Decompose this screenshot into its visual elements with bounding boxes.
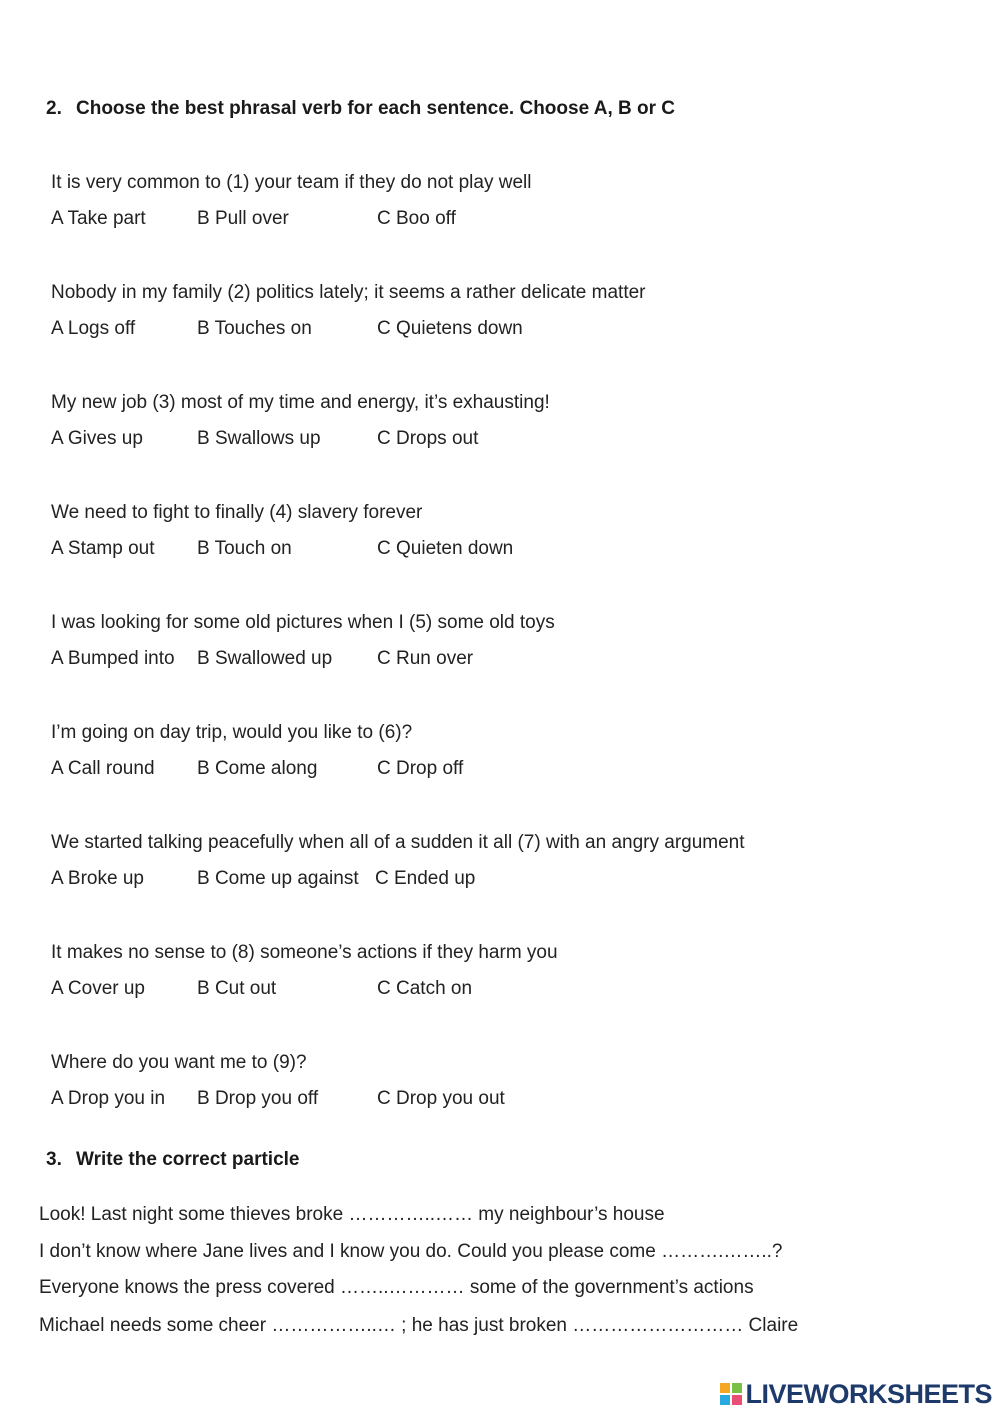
question-3	[51, 391, 951, 451]
question-options	[51, 537, 951, 561]
option-c[interactable]: C Quieten down	[377, 538, 514, 559]
question-sentence: I was looking for some old pictures when I (5) some old toys	[51, 612, 555, 633]
option-a[interactable]: A Bumped into	[51, 648, 175, 669]
section-3-heading	[46, 1149, 300, 1171]
question-options	[51, 427, 951, 451]
question-sentence: I’m going on day trip, would you like to (6)?	[51, 722, 413, 743]
option-a[interactable]: A Cover up	[51, 978, 145, 999]
question-options	[51, 977, 951, 1001]
option-c[interactable]: C Drop off	[377, 758, 464, 779]
section-3-number: 3.	[46, 1149, 62, 1170]
question-5	[51, 611, 951, 671]
section-3-title: Write the correct particle	[76, 1149, 300, 1170]
option-b[interactable]: B Come along	[197, 758, 318, 779]
option-c[interactable]: C Catch on	[377, 978, 473, 999]
question-options	[51, 1087, 951, 1111]
question-6	[51, 721, 951, 781]
option-b[interactable]: B Swallowed up	[197, 648, 333, 669]
question-sentence: It is very common to (1) your team if they do not play well	[51, 172, 532, 193]
section-2-number: 2.	[46, 98, 62, 119]
option-a[interactable]: A Logs off	[51, 318, 136, 339]
fill-in-line-3: Everyone knows the press covered ……..………… some of the government’s actions	[39, 1277, 754, 1298]
question-options	[51, 317, 951, 341]
option-a[interactable]: A Gives up	[51, 428, 143, 449]
option-a[interactable]: A Call round	[51, 758, 155, 779]
option-b[interactable]: B Pull over	[197, 208, 289, 229]
option-c[interactable]: C Boo off	[377, 208, 456, 229]
question-sentence: My new job (3) most of my time and energy, it’s exhausting!	[51, 392, 550, 413]
option-b[interactable]: B Touches on	[197, 318, 312, 339]
question-options	[51, 757, 951, 781]
option-c[interactable]: C Drops out	[377, 428, 479, 449]
option-c[interactable]: C Run over	[377, 648, 474, 669]
question-sentence: We need to fight to finally (4) slavery forever	[51, 502, 423, 523]
question-sentence: We started talking peacefully when all of a sudden it all (7) with an angry argument	[51, 832, 745, 853]
question-sentence: It makes no sense to (8) someone’s actions if they harm you	[51, 942, 558, 963]
question-sentence: Nobody in my family (2) politics lately; it seems a rather delicate matter	[51, 282, 646, 303]
option-a[interactable]: A Drop you in	[51, 1088, 166, 1109]
option-b[interactable]: B Drop you off	[197, 1088, 319, 1109]
question-options	[51, 647, 951, 671]
fill-in-line-2: I don’t know where Jane lives and I know you do. Could you please come ……….……..?	[39, 1241, 783, 1262]
option-b[interactable]: B Come up against	[197, 868, 359, 889]
option-a[interactable]: A Take part	[51, 208, 146, 229]
section-2-title: Choose the best phrasal verb for each sentence. Choose A, B or C	[76, 98, 676, 119]
option-a[interactable]: A Broke up	[51, 868, 144, 889]
question-7	[51, 831, 951, 891]
question-1	[51, 171, 951, 231]
question-4	[51, 501, 951, 561]
fill-in-line-1: Look! Last night some thieves broke …………..…… my neighbour’s house	[39, 1204, 665, 1225]
liveworksheets-logo	[720, 1378, 992, 1410]
option-b[interactable]: B Swallows up	[197, 428, 321, 449]
question-options	[51, 867, 951, 891]
option-c[interactable]: C Quietens down	[377, 318, 523, 339]
question-9	[51, 1051, 951, 1111]
liveworksheets-logo-icon	[720, 1383, 742, 1405]
option-c[interactable]: C Drop you out	[377, 1088, 505, 1109]
question-8	[51, 941, 951, 1001]
option-b[interactable]: B Touch on	[197, 538, 292, 559]
question-sentence: Where do you want me to (9)?	[51, 1052, 307, 1073]
option-b[interactable]: B Cut out	[197, 978, 277, 999]
question-options	[51, 207, 951, 231]
option-c[interactable]: C Ended up	[375, 868, 476, 889]
logo-text: LIVEWORKSHEETS	[745, 1378, 992, 1409]
fill-in-line-4: Michael needs some cheer ……………..… ; he has just broken ……………………… Claire	[39, 1315, 799, 1336]
question-2	[51, 281, 951, 341]
section-2-heading	[46, 98, 675, 120]
option-a[interactable]: A Stamp out	[51, 538, 155, 559]
